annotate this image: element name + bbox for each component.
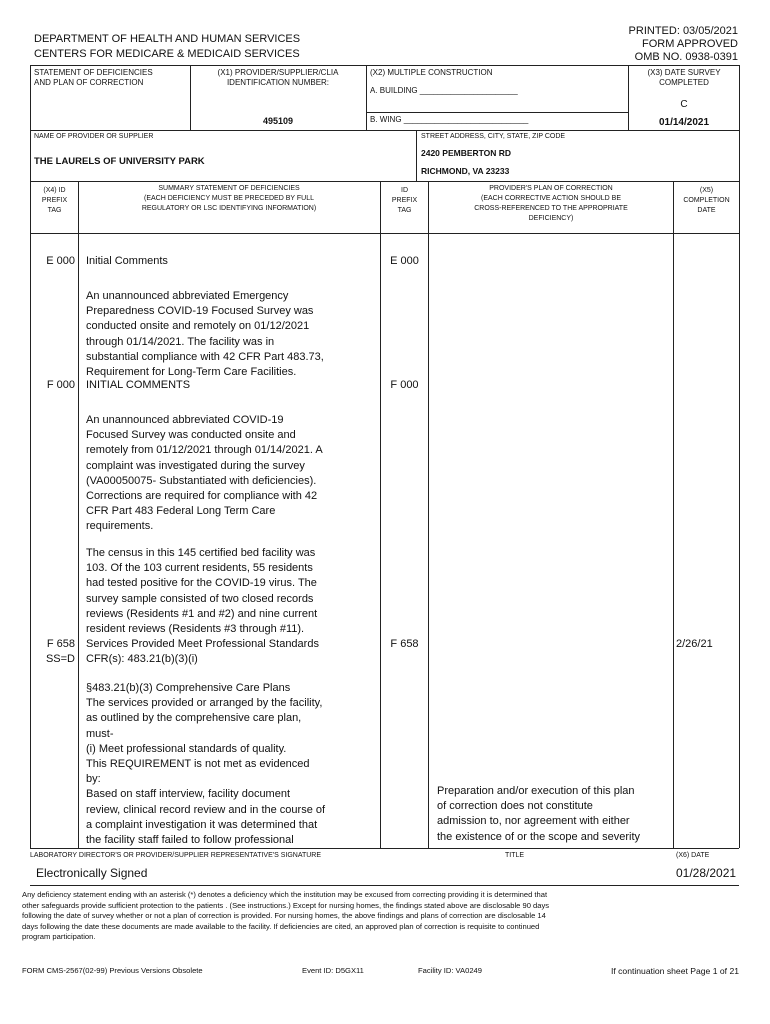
e000-body: An unannounced abbreviated Emergency Preparedness COVID-19 Focused Survey was conducted onsite and remotely on 01/12/2021 through 01/14/2021. The facility was in substantial compliance with 42 CFR Part 483.73, Requirement for Long-Term Care Facilities.: [86, 290, 324, 379]
form-approved: FORM APPROVED: [642, 38, 738, 50]
city-state-zip: RICHMOND, VA 23233: [421, 166, 510, 176]
omb-number: OMB NO. 0938-0391: [634, 51, 738, 63]
provider-id-value: 495109: [262, 116, 294, 126]
street-address: 2420 PEMBERTON RD: [421, 148, 512, 158]
f658-prefix-tag: [31, 637, 75, 667]
col-completion-date: (X5) COMPLETION DATE: [683, 187, 730, 214]
provider-id-label: (X1) PROVIDER/SUPPLIER/CLIA IDENTIFICATION NUMBER:: [217, 68, 339, 87]
survey-date: 01/14/2021: [658, 117, 710, 128]
signature-date: 01/28/2021: [676, 866, 737, 880]
col-x4-prefix-tag: (X4) ID PREFIX TAG: [41, 187, 68, 214]
f658-title: Services Provided Meet Professional Standards CFR(s): 483.21(b)(3)(i): [86, 638, 319, 666]
col-summary-statement: SUMMARY STATEMENT OF DEFICIENCIES (EACH DEFICIENCY MUST BE PRECEDED BY FULL REGULATORY OR LSC IDENTIFYING INFORMATION): [141, 185, 317, 212]
col-id-prefix-tag: ID PREFIX TAG: [391, 187, 418, 214]
page-indicator: If continuation sheet Page 1 of 21: [610, 966, 739, 976]
survey-code: C: [680, 99, 688, 110]
wing-label: B. WING ____________________________: [370, 115, 529, 124]
f658-body: §483.21(b)(3) Comprehensive Care Plans The services provided or arranged by the facility, as outlined by the comprehensive care plan, must- (i) Meet professional standards of quality. This REQUIREMENT is not met as evidenced by: Based on staff interview, facility document review, clinical record review and in the course of a complaint investigation it was determined that the facility staff failed to follow professional: [86, 682, 326, 847]
e000-title: Initial Comments: [86, 255, 168, 267]
form-header-right: [560, 25, 738, 64]
printed-date: PRINTED: 03/05/2021: [628, 25, 738, 37]
survey-date-label: (X3) DATE SURVEY COMPLETED: [647, 68, 721, 87]
col-plan-of-correction: PROVIDER'S PLAN OF CORRECTION (EACH CORRECTIVE ACTION SHOULD BE CROSS-REFERENCED TO THE APPROPRIATE DEFICIENCY): [474, 185, 628, 222]
facility-id: Facility ID: VA0249: [418, 966, 483, 975]
provider-name-label: NAME OF PROVIDER OR SUPPLIER: [34, 133, 154, 140]
statement-label: STATEMENT OF DEFICIENCIES AND PLAN OF CORRECTION: [34, 68, 153, 87]
event-id: Event ID: D5GX11: [302, 966, 364, 975]
e000-prefix-tag: E 000: [46, 255, 75, 267]
provider-name: THE LAURELS OF UNIVERSITY PARK: [34, 156, 205, 167]
disclaimer-text: Any deficiency statement ending with an asterisk (*) denotes a deficiency which the institution may be excused from correcting providing it is determined that other safeguards provide sufficient protection to the patients . (See instructions.) Except for nursing homes, the findings stated above are disclosable 90 days following the date of survey whether or not a plan of correction is provided. For nursing homes, the above findings and plans of correction are disclosable 14 days following the date these documents are made available to the facility. If deficiencies are cited, an approved plan of correction is requisite to continued program participation.: [22, 890, 550, 942]
form-number: FORM CMS-2567(02-99) Previous Versions Obsolete: [22, 966, 203, 975]
f000-census-body: The census in this 145 certified bed facility was 103. Of the 103 current residents, 55 residents had tested positive for the COVID-19 virus. The survey sample consisted of two closed records reviews (Residents #1 and #2) and nine current resident reviews (Residents #3 through #11).: [86, 547, 318, 636]
f658-scope-severity: SS=D: [45, 653, 75, 666]
signature-value: Electronically Signed: [36, 866, 148, 880]
department-line-1: DEPARTMENT OF HEALTH AND HUMAN SERVICES: [34, 33, 301, 45]
department-heading: [34, 32, 454, 62]
f000-title: INITIAL COMMENTS: [86, 379, 191, 391]
address-label: STREET ADDRESS, CITY, STATE, ZIP CODE: [421, 133, 566, 140]
plan-of-correction-text: Preparation and/or execution of this plan of correction does not constitute admission to, nor agreement with either the existence of or the scope and severity: [437, 785, 641, 843]
department-line-2: CENTERS FOR MEDICARE & MEDICAID SERVICES: [34, 48, 300, 60]
signature-label: LABORATORY DIRECTOR'S OR PROVIDER/SUPPLIER REPRESENTATIVE'S SIGNATURE: [30, 852, 322, 859]
f658-completion-date: 2/26/21: [676, 638, 713, 650]
e000-id-tag: E 000: [390, 255, 419, 267]
multiple-construction-label: (X2) MULTIPLE CONSTRUCTION: [370, 68, 493, 77]
f658-id-tag: F 658: [390, 638, 419, 650]
title-label: TITLE: [505, 852, 525, 859]
f658-tag: F 658: [46, 638, 75, 650]
f000-id-tag: F 000: [390, 379, 419, 391]
x6-date-label: (X6) DATE: [676, 852, 710, 859]
f000-body: An unannounced abbreviated COVID-19 Focused Survey was conducted onsite and remotely from 01/12/2021 through 01/14/2021. A complaint was investigated during the survey (VA00050075- Substantiated with deficiencies). Corrections are required for compliance with 42 CFR Part 483 Federal Long Term Care requirements.: [86, 414, 323, 533]
building-label: A. BUILDING ______________________: [370, 86, 518, 95]
f000-prefix-tag: F 000: [46, 379, 75, 391]
